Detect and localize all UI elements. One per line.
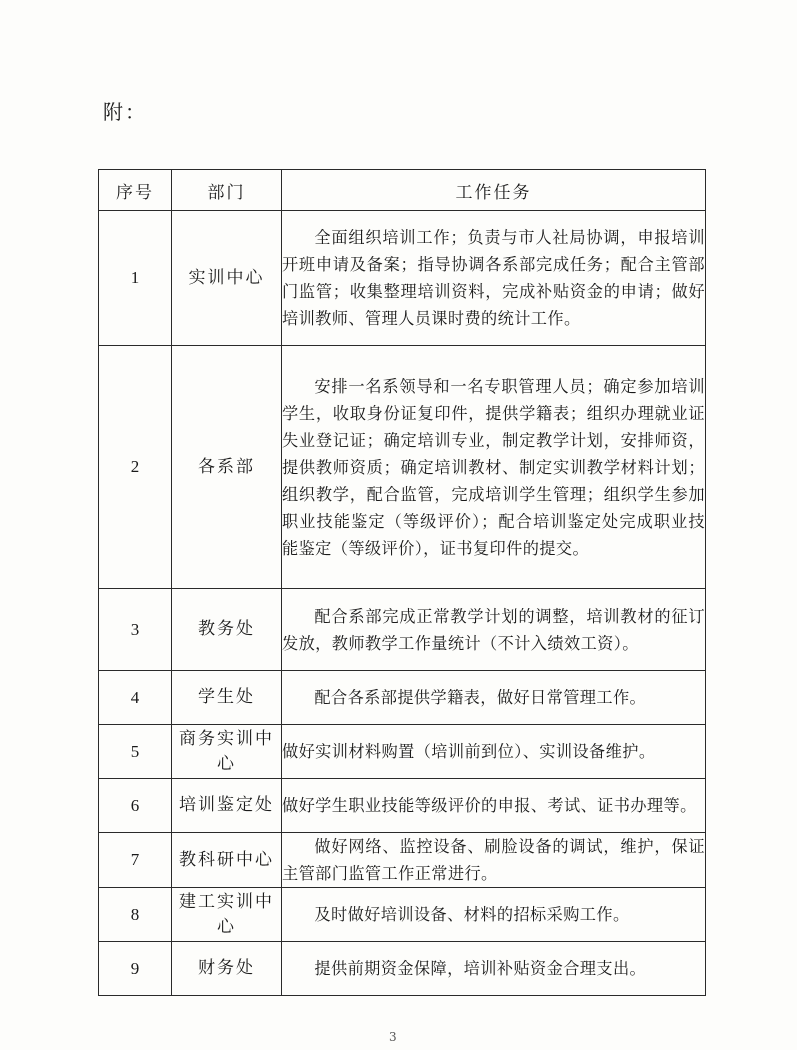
row-dept: 各系部 [172, 346, 282, 589]
row-seq: 4 [99, 671, 172, 725]
row-dept: 教科研中心 [172, 833, 282, 888]
row-task: 配合各系部提供学籍表，做好日常管理工作。 [282, 671, 706, 725]
table-row [99, 725, 706, 779]
header-seq: 序号 [99, 170, 172, 211]
header-task: 工作任务 [282, 170, 706, 211]
row-task: 提供前期资金保障，培训补贴资金合理支出。 [282, 942, 706, 996]
row-task: 做好实训材料购置（培训前到位）、实训设备维护。 [282, 725, 706, 779]
row-task: 配合系部完成正常教学计划的调整，培训教材的征订发放，教师教学工作量统计（不计入绩效工资）。 [282, 589, 706, 671]
row-task: 安排一名系领导和一名专职管理人员；确定参加培训学生，收取身份证复印件，提供学籍表；组织办理就业证失业登记证；确定培训专业，制定教学计划，安排师资，提供教师资质；确定培训教材、制定实训教学材料计划；组织教学，配合监管，完成培训学生管理；组织学生参加职业技能鉴定（等级评价）；配合培训鉴定处完成职业技能鉴定（等级评价），证书复印件的提交。 [282, 346, 706, 589]
row-seq: 9 [99, 942, 172, 996]
table-row [99, 833, 706, 888]
table-header-row [99, 170, 706, 211]
row-seq: 1 [99, 211, 172, 346]
row-dept: 商务实训中心 [172, 725, 282, 779]
page-number: 3 [389, 1030, 397, 1044]
task-table [98, 169, 706, 996]
table-row [99, 589, 706, 671]
row-dept: 财务处 [172, 942, 282, 996]
row-dept: 建工实训中心 [172, 888, 282, 942]
row-seq: 2 [99, 346, 172, 589]
table-row [99, 779, 706, 833]
row-seq: 5 [99, 725, 172, 779]
attachment-heading: 附： [103, 100, 147, 124]
table-row [99, 888, 706, 942]
table-row [99, 671, 706, 725]
row-task: 做好网络、监控设备、刷脸设备的调试，维护，保证主管部门监管工作正常进行。 [282, 833, 706, 888]
row-dept: 学生处 [172, 671, 282, 725]
row-seq: 8 [99, 888, 172, 942]
row-task: 及时做好培训设备、材料的招标采购工作。 [282, 888, 706, 942]
row-dept: 实训中心 [172, 211, 282, 346]
row-dept: 教务处 [172, 589, 282, 671]
row-seq: 3 [99, 589, 172, 671]
table-row [99, 346, 706, 589]
row-seq: 6 [99, 779, 172, 833]
header-dept: 部门 [172, 170, 282, 211]
table-row [99, 942, 706, 996]
row-dept: 培训鉴定处 [172, 779, 282, 833]
row-task: 全面组织培训工作；负责与市人社局协调，申报培训开班申请及备案；指导协调各系部完成任务；配合主管部门监管；收集整理培训资料，完成补贴资金的申请；做好培训教师、管理人员课时费的统计工作。 [282, 211, 706, 346]
row-task: 做好学生职业技能等级评价的申报、考试、证书办理等。 [282, 779, 706, 833]
row-seq: 7 [99, 833, 172, 888]
table-row [99, 211, 706, 346]
